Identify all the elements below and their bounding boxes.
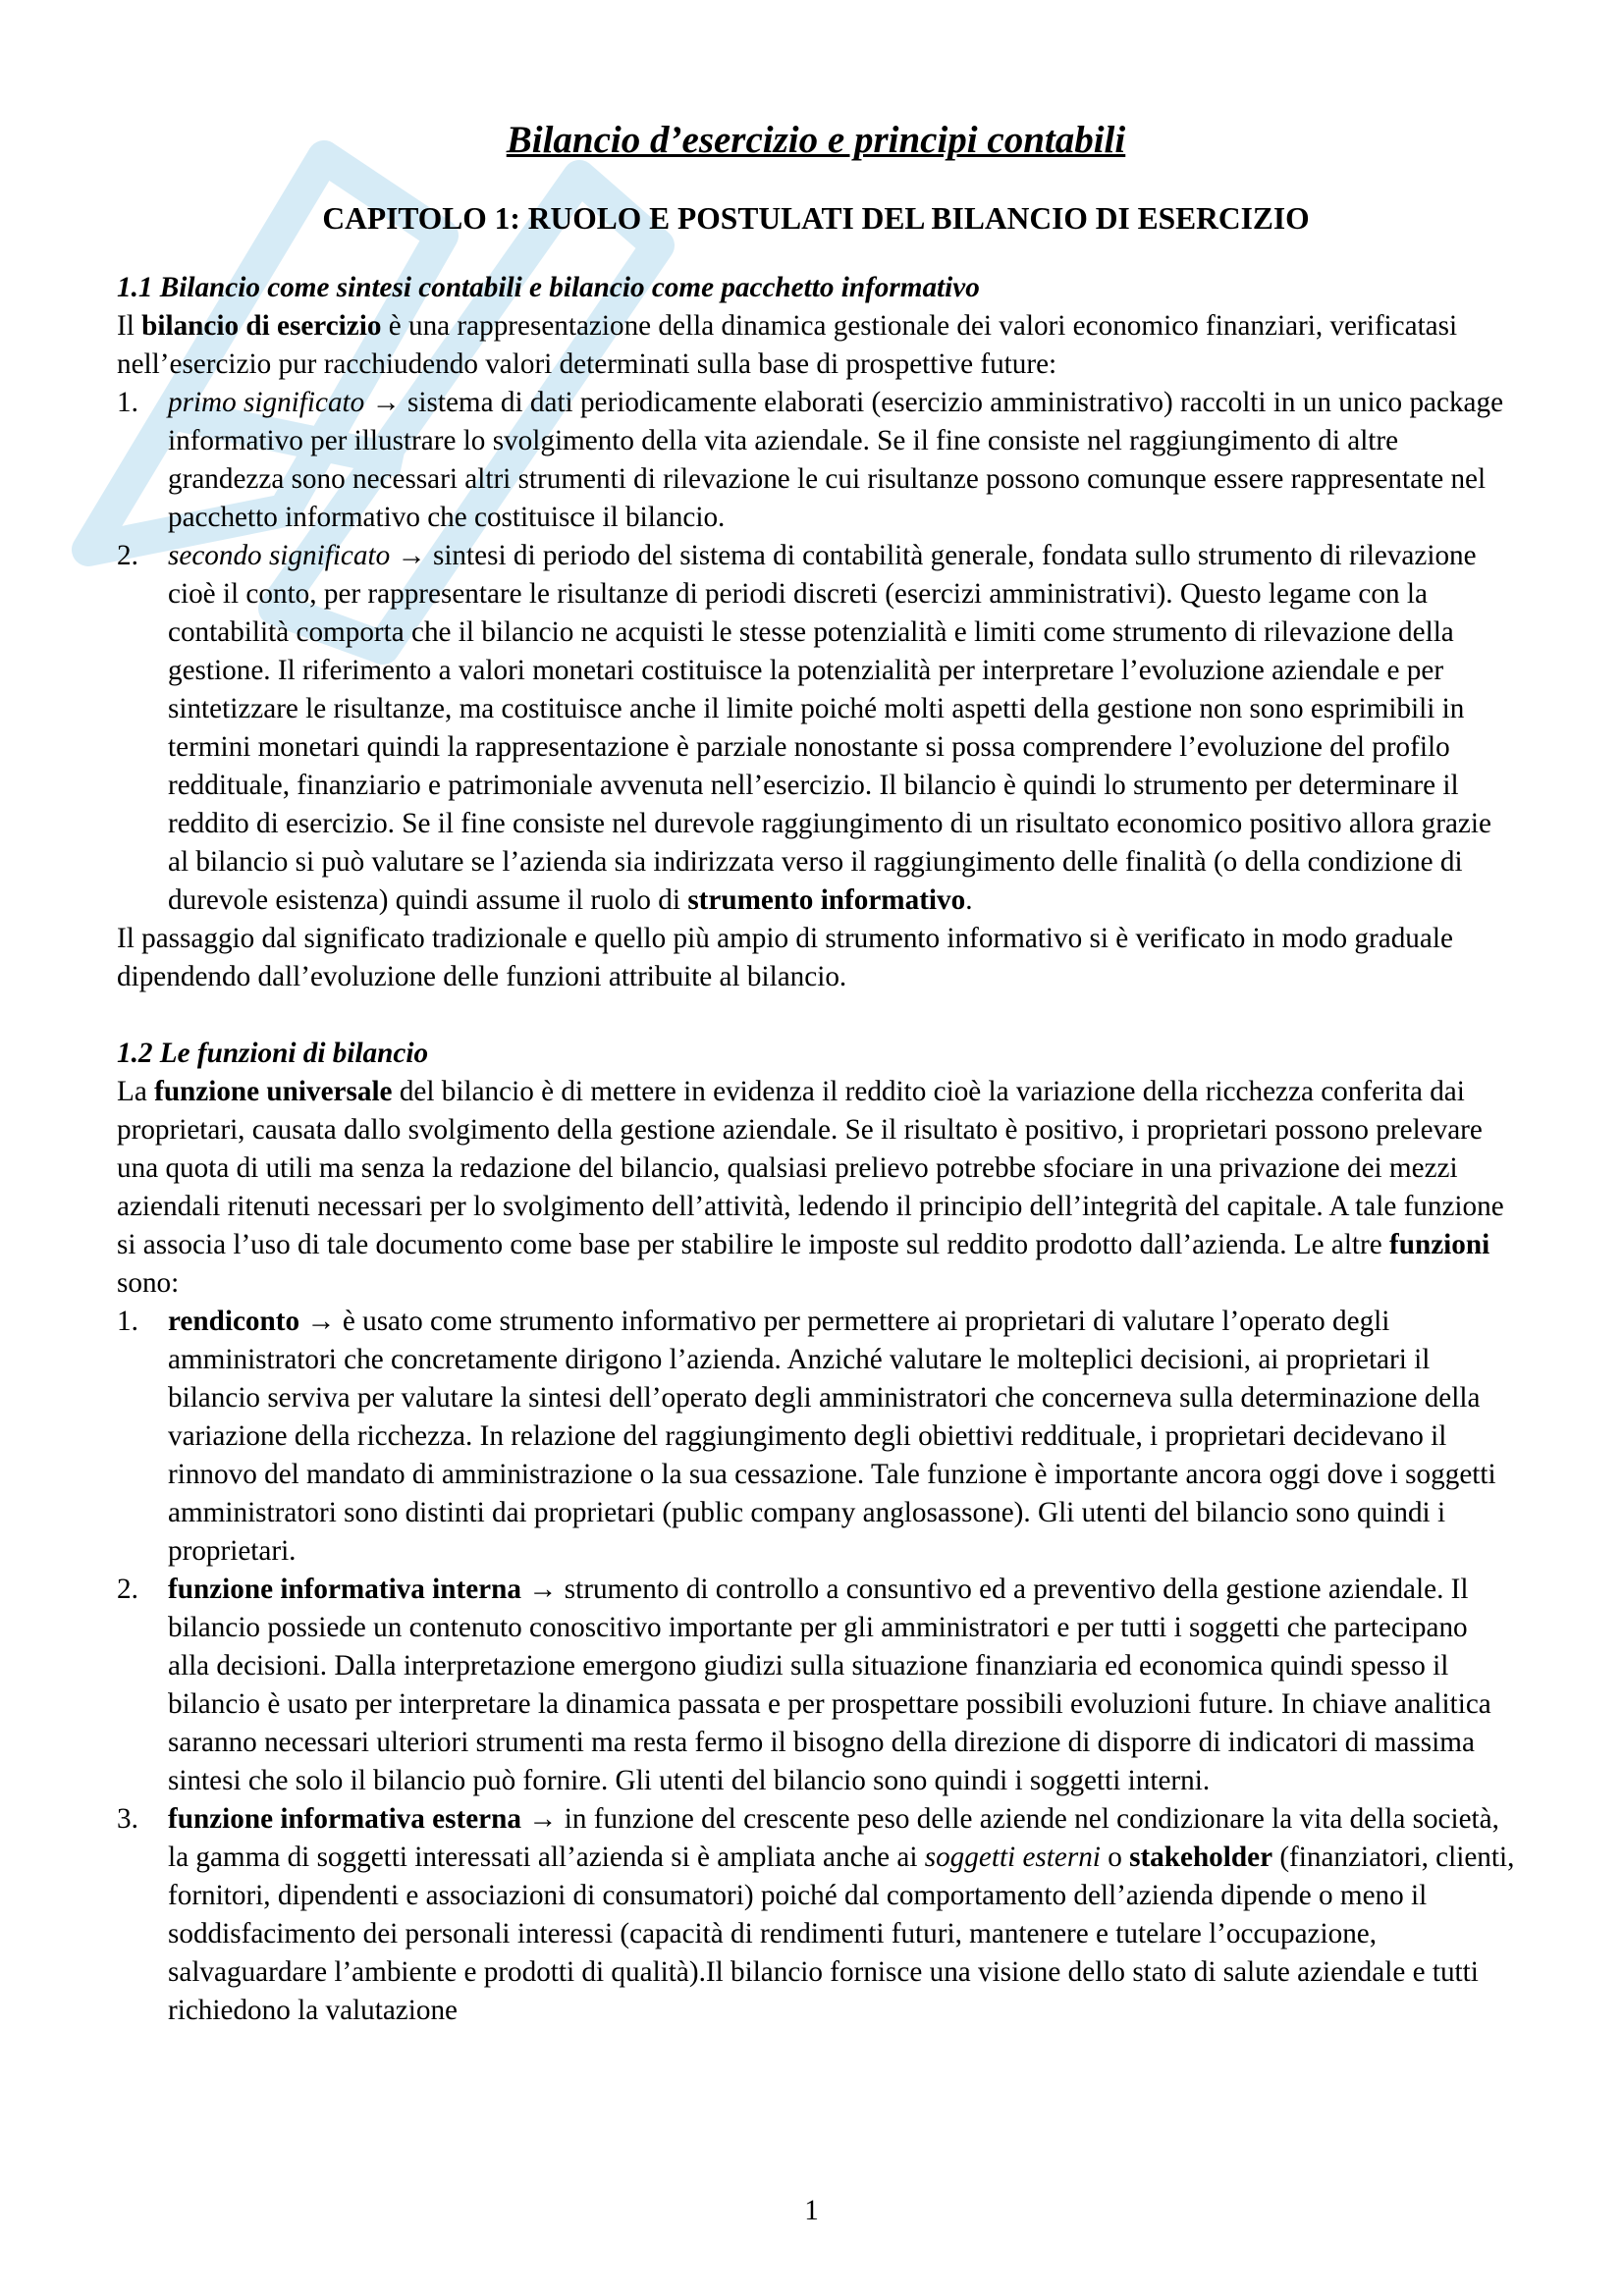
arrow-icon: →	[528, 1574, 558, 1605]
list-item: 1. rendiconto → è usato come strumento informativo per permettere ai proprietari di valutare l’operato degli amministratori che concretamente dirigono l’azienda. Anziché valutare le molteplici decisioni, ai proprietari il bilancio serviva per valutare la sintesi dell’operato degli amministratori che concerneva sulla determinazione della variazione della ricchezza. In relazione del raggiungimento degli obiettivi reddituale, i proprietari decidevano il rinnovo del mandato di amministrazione o la sua cessazione. Tale funzione è importante ancora oggi dove i soggetti amministratori sono distinti dai proprietari (public company anglosassone). Gli utenti del bilancio sono quindi i proprietari.	[117, 1303, 1515, 1571]
arrow-icon: →	[306, 1306, 336, 1337]
list-item: 1. primo significato → sistema di dati periodicamente elaborati (esercizio amministrativo) raccolti in un unico package informativo per illustrare lo svolgimento della vita aziendale. Se il fine consiste nel raggiungimento di altre grandezza sono necessari altri strumenti di rilevazione le cui risultanze possono comunque essere rappresentate nel pacchetto informativo che costituisce il bilancio.	[117, 384, 1515, 537]
section-heading-1-2: 1.2 Le funzioni di bilancio	[117, 1038, 429, 1069]
arrow-icon: →	[371, 387, 401, 418]
list-number: 2.	[117, 1574, 138, 1605]
list-item: 2. funzione informativa interna → strumento di controllo a consuntivo ed a preventivo della gestione aziendale. Il bilancio possiede un contenuto conoscitivo importante per gli amministratori e per tutti i soggetti che partecipano alla decisioni. Dalla interpretazione emergono giudizi sulla situazione finanziaria ed economica quindi spesso il bilancio è usato per interpretare la dinamica passata e per prospettare possibili evoluzioni future. In chiave analitica saranno necessari ulteriori strumenti ma resta fermo il bisogno della direzione di disporre di indicatori di massima sintesi che solo il bilancio può fornire. Gli utenti del bilancio sono quindi i soggetti interni.	[117, 1571, 1515, 1800]
list-number: 1.	[117, 1306, 138, 1337]
paragraph-closing-1-1: Il passaggio dal significato tradizionale e quello più ampio di strumento informativo si è verificato in modo graduale dipendendo dall’evoluzione delle funzioni attribuite al bilancio.	[117, 923, 1453, 992]
document-body	[117, 116, 1515, 2030]
section-spacer	[117, 996, 1515, 1035]
list-number: 2.	[117, 540, 138, 571]
document-title: Bilancio d’esercizio e principi contabili	[506, 119, 1126, 161]
arrow-icon: →	[397, 540, 426, 571]
page-number: 1	[804, 2195, 819, 2226]
section-heading-1-1: 1.1 Bilancio come sintesi contabili e bilancio come pacchetto informativo	[117, 272, 980, 303]
list-item: 3. funzione informativa esterna → in funzione del crescente peso delle aziende nel condizionare la vita della società, la gamma di soggetti interessati all’azienda si è ampliata anche ai soggetti esterni o stakeholder (finanziatori, clienti, fornitori, dipendenti e associazioni di consumatori) poiché dal comportamento dell’azienda dipende o meno il soddisfacimento dei personali interessi (capacità di rendimenti futuri, mantenere e tutelare l’occupazione, salvaguardare l’ambiente e prodotti di qualità).Il bilancio fornisce una visione dello stato di salute aziendale e tutti richiedono la valutazione	[117, 1800, 1515, 2030]
arrow-icon: →	[528, 1803, 558, 1835]
list-item: 2. secondo significato → sintesi di periodo del sistema di contabilità generale, fondata sullo strumento di rilevazione cioè il conto, per rappresentare le risultanze di periodi discreti (esercizi amministrativi). Questo legame con la contabilità comporta che il bilancio ne acquisti le stesse potenzialità e limiti come strumento di rilevazione della gestione. Il riferimento a valori monetari costituisce la potenzialità per interpretare l’evoluzione aziendale e per sintetizzare le risultanze, ma costituisce anche il limite poiché molti aspetti della gestione non sono esprimibili in termini monetari quindi la rappresentazione è parziale nonostante si possa comprendere l’evoluzione del profilo reddituale, finanziario e patrimoniale avvenuta nell’esercizio. Il bilancio è quindi lo strumento per determinare il reddito di esercizio. Se il fine consiste nel durevole raggiungimento di un risultato economico positivo allora grazie al bilancio si può valutare se l’azienda sia indirizzata verso il raggiungimento delle finalità (o della condizione di durevole esistenza) quindi assume il ruolo di strumento informativo.	[117, 537, 1515, 920]
list-number: 3.	[117, 1803, 138, 1835]
chapter-heading: CAPITOLO 1: RUOLO E POSTULATI DEL BILANCIO DI ESERCIZIO	[322, 201, 1310, 236]
paragraph-intro-1-2: La funzione universale del bilancio è di mettere in evidenza il reddito cioè la variazione della ricchezza conferita dai proprietari, causata dallo svolgimento della gestione aziendale. Se il risultato è positivo, i proprietari possono prelevare una quota di utili ma senza la redazione del bilancio, qualsiasi prelievo potrebbe sfociare in una privazione dei mezzi aziendali ritenuti necessari per lo svolgimento dell’attività, ledendo il principio dell’integrità del capitale. A tale funzione si associa l’uso di tale documento come base per stabilire le imposte sul reddito prodotto dall’azienda. Le altre funzioni sono:	[117, 1076, 1504, 1299]
paragraph-intro-1-1: Il bilancio di esercizio è una rappresentazione della dinamica gestionale dei valori economico finanziari, verificatasi nell’esercizio pur racchiudendo valori determinati sulla base di prospettive future:	[117, 310, 1458, 380]
list-number: 1.	[117, 387, 138, 418]
